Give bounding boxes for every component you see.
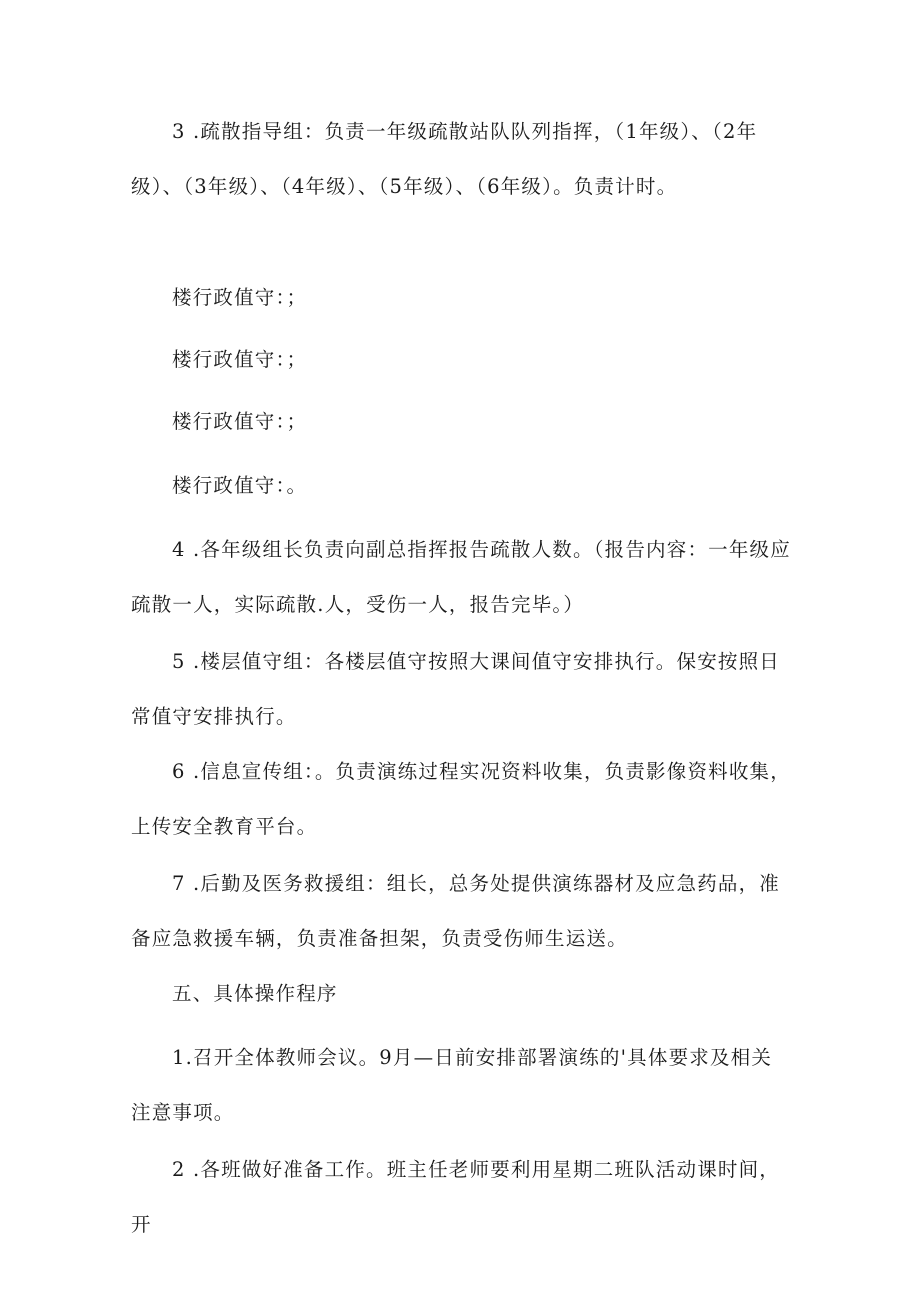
floor-duty-line-4: 楼行政值守：。 xyxy=(172,474,308,497)
paragraph-grade-leaders-report: 4 .各年级组长负责向副总指挥报告疏散人数。（报告内容：一年级应疏散一人，实际疏散.人，受伤一人，报告完毕。） xyxy=(131,538,791,616)
paragraph-teacher-meeting: 1.召开全体教师会议。9月—日前安排部署演练的'具体要求及相关注意事项。 xyxy=(131,1046,773,1124)
floor-duty-line-1: 楼行政值守：； xyxy=(172,286,308,309)
paragraph-publicity-group: 6 .信息宣传组：。负责演练过程实况资料收集，负责影像资料收集，上传安全教育平台。 xyxy=(131,760,791,838)
floor-duty-line-3: 楼行政值守：； xyxy=(172,410,308,433)
paragraph-class-preparation: 2 .各班做好准备工作。班主任老师要利用星期二班队活动课时间，开 xyxy=(131,1158,781,1236)
floor-duty-line-2: 楼行政值守：； xyxy=(172,348,308,371)
paragraph-floor-duty-group: 5 .楼层值守组：各楼层值守按照大课间值守安排执行。保安按照日常值守安排执行。 xyxy=(131,650,781,728)
paragraph-evacuation-guidance-group: 3 .疏散指导组：负责一年级疏散站队队列指挥，（1年级）、（2年级）、（3年级）、（4年级）、（5年级）、（6年级）。负责计时。 xyxy=(131,120,758,198)
paragraph-logistics-medical-group: 7 .后勤及医务救援组：组长，总务处提供演练器材及应急药品，准备应急救援车辆，负责准备担架，负责受伤师生运送。 xyxy=(131,872,781,950)
section-heading-procedure: 五、具体操作程序 xyxy=(172,982,338,1005)
